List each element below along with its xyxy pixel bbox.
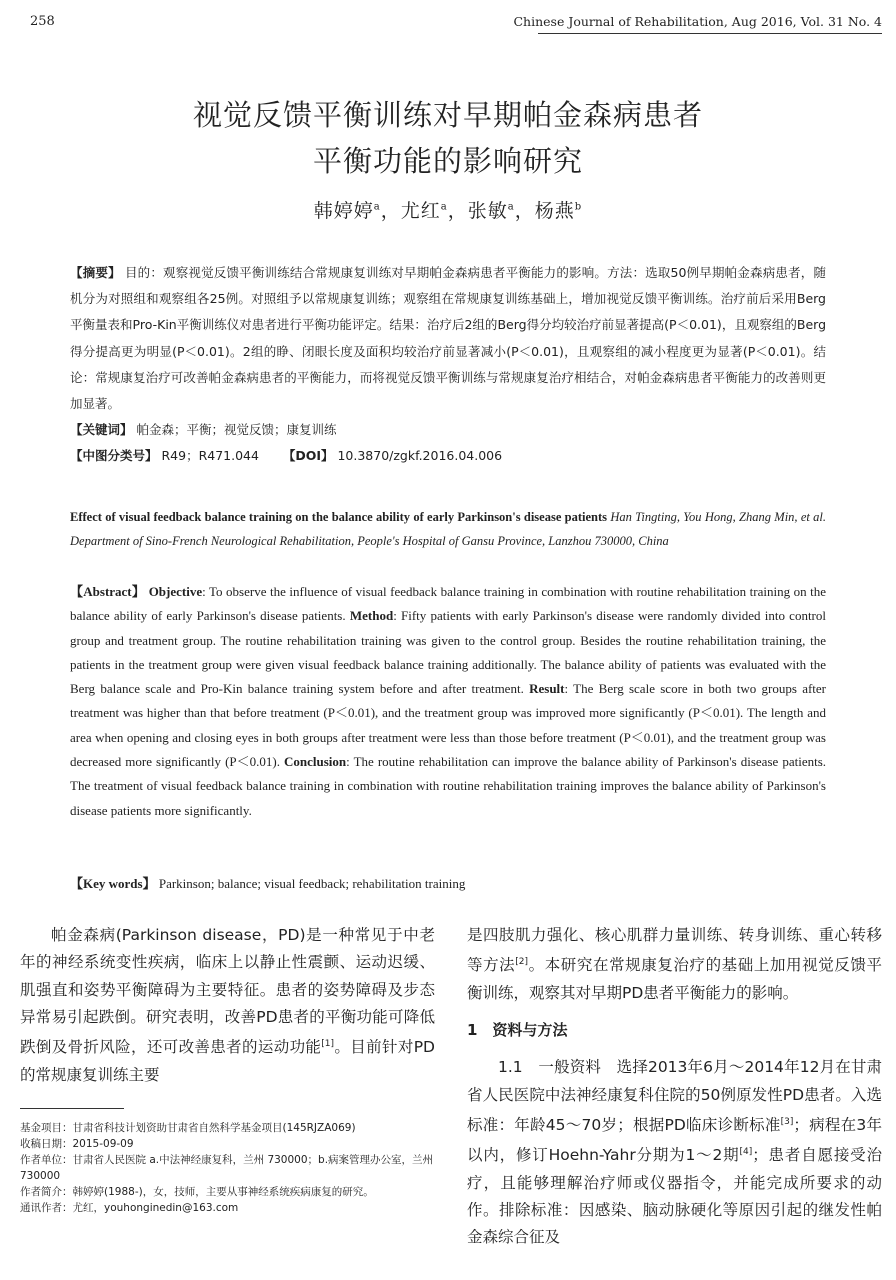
author-list: 韩婷婷$^a$，尤红$^a$，张敏$^a$，杨燕$^b$ [313, 200, 583, 222]
objective-text: To observe the influence of visual feedback balance training in combination with routine rehabilitation training on the balance ability of early Parkinson's disease patients. [70, 584, 826, 624]
footnote-affiliation: 作者单位：甘肃省人民医院 a.中法神经康复科，兰州 730000；b.病案管理办公室，兰州 730000 [20, 1154, 434, 1182]
intro-text-continued: 。本研究在常规康复治疗的基础上加用视觉反馈平衡训练，观察其对早期PD患者平衡能力的影响。 [467, 956, 882, 1002]
author-affiliation-mark: a [373, 201, 381, 213]
doi-label: 【DOI】 [282, 448, 334, 464]
classification-line [70, 443, 826, 469]
title-line-1: 视觉反馈平衡训练对早期帕金森病患者 [192, 98, 703, 132]
intro-paragraph-continued [467, 922, 882, 1007]
english-keywords [70, 873, 465, 892]
section-heading: 1 资料与方法 [467, 1021, 568, 1040]
english-abstract: 【Abstract】 Objective: To observe the influence of visual feedback balance training in combination with routine rehabilitation training on the balance ability of early Parkinson's disease patients. Method: Fifty patients with early Parkinson's disease were randomly divided into control group and treatment group. The routine rehabilitation training was given to the control group. Besides the routine rehabilitation training, the patients in the treatment group were given visual feedback balance training additionally. The balance ability of patients was evaluated with the Berg balance scale and Pro-Kin balance training system before and after treatment. Result: The Berg scale score in both two groups after treatment was higher than that before treatment (P＜0.01), and the treatment group was improved more significantly (P＜0.01). The length and area when opening and closing eyes in both groups after treatment were less than those before treatment (P＜0.01), and the treatment group was decreased more significantly (P＜0.01). Conclusion: The routine rehabilitation can improve the balance ability of Parkinson's disease patients. The treatment of visual feedback balance training in combination with routine rehabilitation training improves the balance ability of Parkinson's disease patients more significantly. [70, 584, 827, 818]
author-name: 尤红 [400, 200, 441, 222]
english-title-block [70, 505, 826, 554]
keywords-text: 帕金森；平衡；视觉反馈；康复训练 [136, 422, 337, 438]
methods-paragraph [467, 1054, 882, 1251]
methods-text-continued: ；病程在3年以内，修订Hoehn-Yahr分期为1～2期 [467, 1116, 882, 1165]
author-name: 韩婷婷 [313, 200, 374, 222]
intro-text-continued: 。目前针对PD的常规康复训练主要 [20, 1038, 435, 1084]
author-affiliation-mark: a [507, 201, 515, 213]
method-label: Method [349, 608, 394, 624]
english-authors-affiliation: Han Tingting, You Hong, Zhang Min, et al. Department of Sino-French Neurological Rehabilitation, People's Hospital of Gansu Province, Lanzhou 730000, China [70, 510, 826, 549]
result-text: The Berg scale score in both two groups after treatment was higher than that before treatment (P＜0.01), and the treatment group was improved more significantly (P＜0.01). The length and area when opening and closing eyes in both groups after treatment were less than those before treatment (P＜0.01), and the treatment group was decreased more significantly (P＜0.01). [70, 681, 826, 770]
keywords-label: 【关键词】 [70, 422, 133, 438]
title-line-2: 平衡功能的影响研究 [312, 144, 583, 178]
citation-ref: [2] [515, 957, 529, 968]
result-label: Result [529, 681, 565, 697]
footnotes [20, 1120, 435, 1216]
citation-ref: [1] [321, 1039, 335, 1050]
methods-text: 选择2013年6月～2014年12月在甘肃省人民医院中法神经康复科住院的50例原发性PD患者。入选标准：年龄45～70岁；根据PD临床诊断标准 [467, 1058, 882, 1135]
footnote-rule [20, 1108, 124, 1109]
footnote-received: 收稿日期：2015-09-09 [20, 1138, 134, 1150]
author-affiliation-mark: b [574, 201, 583, 213]
chinese-abstract [70, 260, 826, 470]
abstract-label: 【摘要】 [70, 265, 121, 280]
footnote-fund: 基金项目：甘肃省科技计划资助甘肃省自然科学基金项目(145RJZA069) [20, 1122, 356, 1134]
footnote-correspondence: 通讯作者：尤红，youhonginedin@163.com [20, 1202, 239, 1214]
clc-value: R49；R471.044 [161, 448, 259, 464]
citation-ref: [3] [780, 1116, 794, 1127]
intro-text: 是四肢肌力强化、核心肌群力量训练、转身训练、重心转移等方法 [467, 926, 882, 975]
english-title: Effect of visual feedback balance training on the balance ability of early Parkinson's disease patients [70, 510, 608, 524]
abstract-text: 目的：观察视觉反馈平衡训练结合常规康复训练对早期帕金森病患者平衡能力的影响。方法：选取50例早期帕金森病患者，随机分为对照组和观察组各25例。对照组予以常规康复训练；观察组在常规康复训练基础上，增加视觉反馈平衡训练。治疗前后采用Berg平衡量表和Pro-Kin平衡训练仪对患者进行平衡功能评定。结果：治疗后2组的Berg得分均较治疗前显著提高(P＜0.01)，且观察组的Berg得分提高更为明显(P＜0.01)。2组的睁、闭眼长度及面积均较治疗前显著减小(P＜0.01)，且观察组的减小程度更为显著(P＜0.01)。结论：常规康复治疗可改善帕金森病患者的平衡能力，而将视觉反馈平衡训练与常规康复治疗相结合，对帕金森病患者平衡能力的改善则更加显著。 [70, 265, 826, 412]
article-title [0, 92, 896, 184]
method-text: Fifty patients with early Parkinson's disease were randomly divided into control group and treatment group. The routine rehabilitation training was given to the control group. Besides the routine rehabilitation training, the patients in the treatment group were given visual feedback balance training additionally. The balance ability of patients was evaluated with the Berg balance scale and Pro-Kin balance training system before and after treatment. [70, 608, 826, 697]
english-abstract-label: 【Abstract】 [70, 584, 146, 599]
keywords-line [70, 417, 826, 443]
page-number: 258 [30, 14, 55, 29]
body-column-right [467, 922, 882, 1252]
conclusion-text: The routine rehabilitation can improve the balance ability of Parkinson's disease patients. The treatment of visual feedback balance training in combination with routine rehabilitation training improves the balance ability of Parkinson's disease patients more significantly. [70, 754, 827, 818]
subsection-label: 1.1 一般资料 [498, 1058, 602, 1077]
methods-text-continued: ；患者自愿接受治疗，且能够理解治疗师或仪器指令，并能完成所要求的动作。排除标准：因感染、脑动脉硬化等原因引起的继发性帕金森综合征及 [467, 1146, 882, 1247]
intro-paragraph [20, 922, 435, 1089]
objective-label: Objective [148, 584, 203, 599]
header-rule [538, 33, 882, 34]
english-keywords-label: 【Key words】 [70, 876, 156, 891]
english-keywords-text: Parkinson; balance; visual feedback; rehabilitation training [158, 876, 466, 891]
author-affiliation-mark: a [440, 201, 448, 213]
intro-text: 帕金森病(Parkinson disease，PD)是一种常见于中老年的神经系统变性疾病，临床上以静止性震颤、运动迟缓、肌强直和姿势平衡障碍为主要特征。患者的姿势障碍及步态异常易引起跌倒。研究表明，改善PD患者的平衡功能可降低跌倒及骨折风险，还可改善患者的运动功能 [20, 926, 435, 1057]
citation-ref: [4] [739, 1147, 753, 1158]
journal-citation: Chinese Journal of Rehabilitation, Aug 2016, Vol. 31 No. 4 [513, 14, 882, 29]
body-column-left [20, 922, 435, 1089]
conclusion-label: Conclusion [284, 754, 347, 770]
footnote-bio: 作者简介：韩婷婷(1988-)，女，技师，主要从事神经系统疾病康复的研究。 [20, 1186, 374, 1198]
clc-label: 【中图分类号】 [70, 448, 158, 464]
author-name: 张敏 [467, 200, 508, 222]
doi-value: 10.3870/zgkf.2016.04.006 [337, 448, 503, 464]
abstract-paragraph [70, 260, 826, 417]
author-name: 杨燕 [534, 200, 575, 222]
